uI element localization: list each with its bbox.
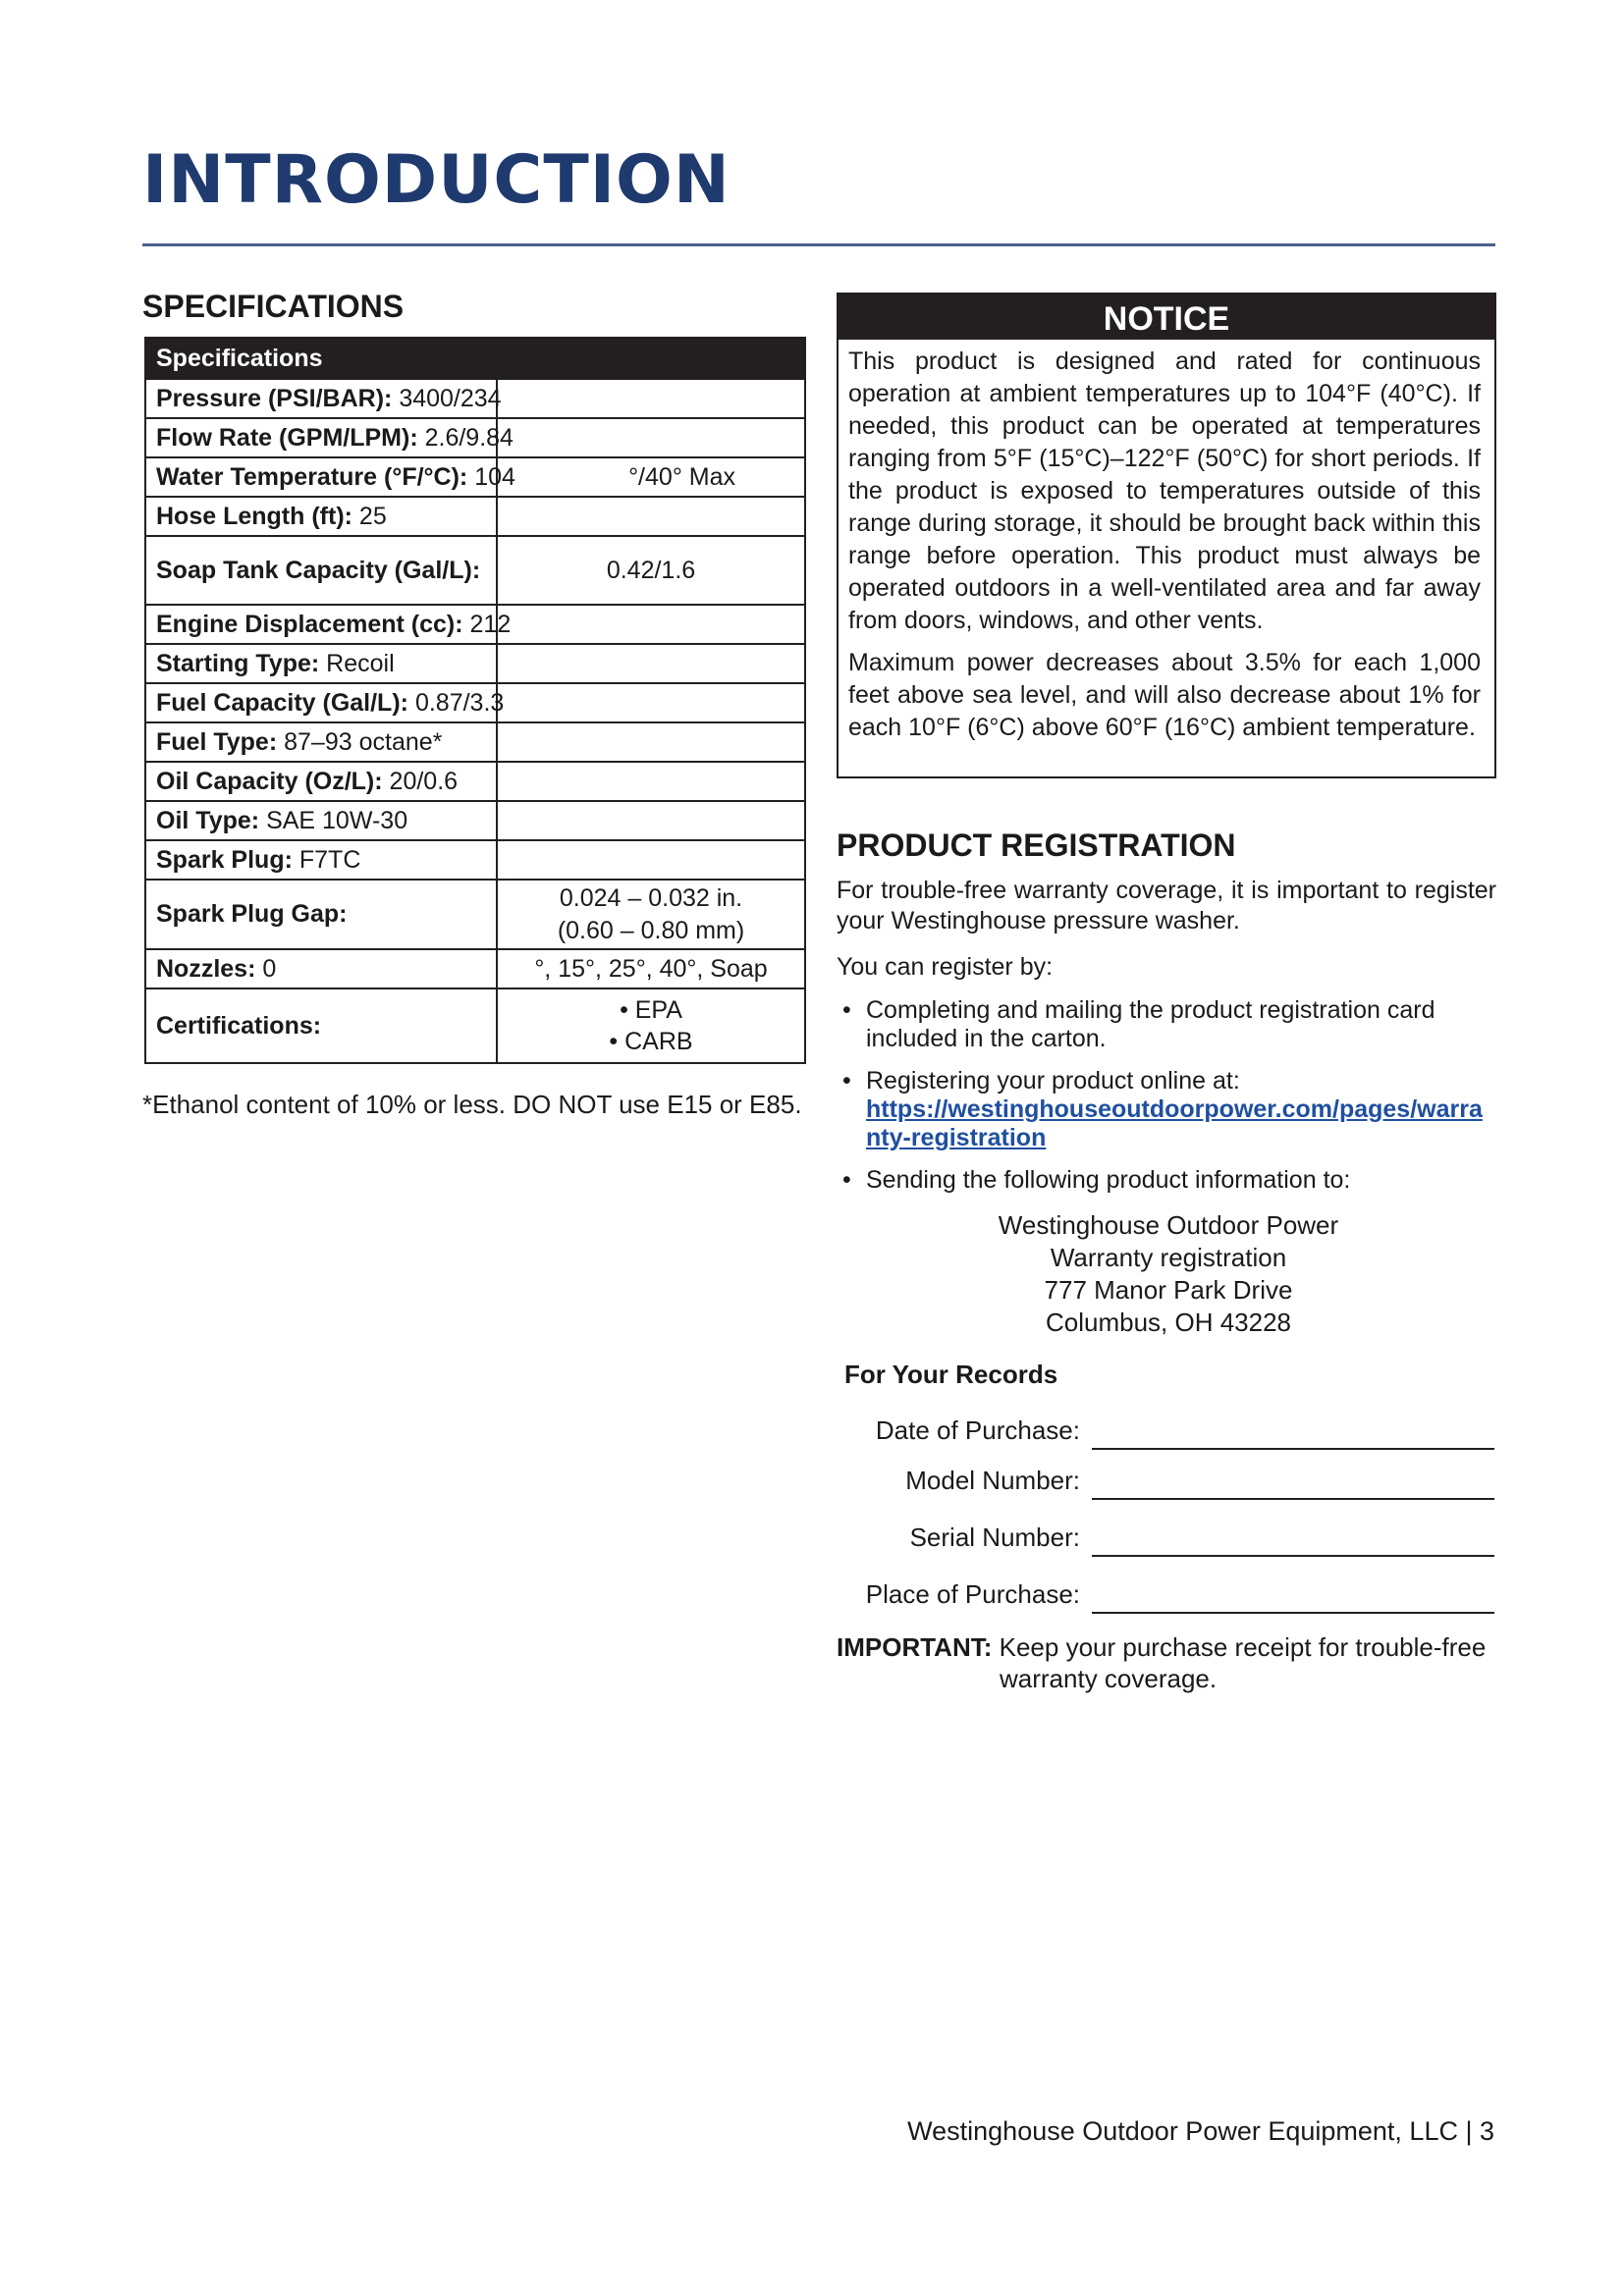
spec-value-cell <box>497 722 805 762</box>
table-row <box>145 497 805 536</box>
spec-value-cell: 0.42/1.6 <box>497 536 805 605</box>
bullet-icon: • <box>842 1166 851 1194</box>
record-field-place: Place of Purchase: <box>837 1575 1496 1614</box>
spec-value-cell <box>497 840 805 880</box>
records-title: For Your Records <box>844 1360 1058 1389</box>
notice-box <box>837 293 1496 778</box>
record-field-date: Date of Purchase: <box>837 1411 1496 1450</box>
table-row <box>145 988 805 1063</box>
list-item: • Completing and mailing the product registration card included in the carton. <box>842 996 1435 1052</box>
spec-label-cell: Fuel Capacity (Gal/L): 0.87/3.3 <box>145 683 497 722</box>
spec-value-cell <box>497 683 805 722</box>
spec-label-cell: Pressure (PSI/BAR): 3400/234 <box>145 379 497 418</box>
notice-paragraph: This product is designed and rated for continuous operation at ambient temperatures up to 104°F (40°C). If needed, this product can be operated at temperatures ranging from 5°F (15°C)–122°F (50°C) for short periods. If the product is exposed to temperatures outside of this range during storage, it should be brought back within this range before operation. This product must always be operated outdoors in a well-ventilated area and far away from doors, windows, and other vents. <box>848 347 1481 634</box>
table-row <box>145 683 805 722</box>
spec-label-cell: Starting Type: Recoil <box>145 644 497 683</box>
table-row <box>145 536 805 605</box>
record-field-serial: Serial Number: <box>837 1518 1496 1557</box>
table-row <box>145 801 805 840</box>
fill-in-line[interactable] <box>1092 1448 1494 1450</box>
notice-heading: NOTICE <box>839 294 1494 340</box>
table-row <box>145 605 805 644</box>
spec-value-cell: °, 15°, 25°, 40°, Soap <box>497 949 805 988</box>
page-footer: Westinghouse Outdoor Power Equipment, LLC | 3 <box>907 2116 1494 2146</box>
registration-link[interactable]: https://westinghouseoutdoorpower.com/pages/warranty-registration <box>866 1095 1483 1151</box>
bullet-icon: • <box>842 996 851 1024</box>
spec-value-cell <box>497 605 805 644</box>
table-row <box>145 457 805 497</box>
table-row <box>145 949 805 988</box>
spec-label-cell: Oil Capacity (Oz/L): 20/0.6 <box>145 762 497 801</box>
spec-value-cell: °/40° Max <box>497 457 805 497</box>
spec-value-cell <box>497 644 805 683</box>
spec-value-cell: 0.024 – 0.032 in. (0.60 – 0.80 mm) <box>497 880 805 949</box>
spec-label-cell: Fuel Type: 87–93 octane* <box>145 722 497 762</box>
table-row <box>145 880 805 949</box>
table-row <box>145 379 805 418</box>
table-row <box>145 762 805 801</box>
register-by-text: You can register by: <box>837 953 1054 981</box>
important-note: IMPORTANT: Keep your purchase receipt for trouble-free warranty coverage. <box>837 1632 1487 1693</box>
specifications-table <box>144 337 806 1064</box>
spec-label-cell: Spark Plug: F7TC <box>145 840 497 880</box>
title-divider <box>142 243 1495 246</box>
table-row <box>145 840 805 880</box>
spec-label-cell: Oil Type: SAE 10W-30 <box>145 801 497 840</box>
spec-label-cell: Nozzles: 0 <box>145 949 497 988</box>
fill-in-line[interactable] <box>1092 1498 1494 1500</box>
notice-paragraph: Maximum power decreases about 3.5% for each 1,000 feet above sea level, and will also decrease about 1% for each 10°F (6°C) above 60°F (16°C) ambient temperature. <box>848 649 1481 741</box>
spec-value-cell <box>497 379 805 418</box>
spec-label-cell: Certifications: <box>145 988 497 1063</box>
table-row <box>145 644 805 683</box>
spec-label-cell: Engine Displacement (cc): 212 <box>145 605 497 644</box>
registration-heading: PRODUCT REGISTRATION <box>837 828 1236 863</box>
spec-value-cell: • EPA • CARB <box>497 988 805 1063</box>
registration-intro: For trouble-free warranty coverage, it is important to register your Westinghouse pressure washer. <box>837 877 1496 934</box>
ethanol-footnote: *Ethanol content of 10% or less. DO NOT use E15 or E85. <box>142 1090 802 1119</box>
table-row <box>145 418 805 457</box>
fill-in-line[interactable] <box>1092 1555 1494 1557</box>
specifications-heading: SPECIFICATIONS <box>142 289 405 324</box>
spec-label-cell: Spark Plug Gap: <box>145 880 497 949</box>
spec-label-cell: Flow Rate (GPM/LPM): 2.6/9.84 <box>145 418 497 457</box>
spec-value-cell <box>497 801 805 840</box>
list-item: • Sending the following product information to: <box>842 1166 1351 1194</box>
spec-value-cell <box>497 418 805 457</box>
registration-options <box>837 996 1496 1208</box>
spec-label-cell: Soap Tank Capacity (Gal/L): <box>145 536 497 605</box>
spec-value-cell <box>497 762 805 801</box>
table-header: Specifications <box>145 338 805 379</box>
list-item: • Registering your product online at: https://westinghouseoutdoorpower.com/pages/warranty-registration <box>842 1067 1483 1151</box>
bullet-icon: • <box>842 1067 851 1095</box>
spec-value-cell <box>497 497 805 536</box>
record-field-model: Model Number: <box>837 1461 1496 1500</box>
page-title: INTRODUCTION <box>142 141 731 219</box>
mailing-address: Westinghouse Outdoor Power Warranty registration 777 Manor Park Drive Columbus, OH 43228 <box>998 1210 1339 1337</box>
spec-label-cell: Hose Length (ft): 25 <box>145 497 497 536</box>
table-row <box>145 722 805 762</box>
spec-label-cell: Water Temperature (°F/°C): 104 <box>145 457 497 497</box>
fill-in-line[interactable] <box>1092 1612 1494 1614</box>
